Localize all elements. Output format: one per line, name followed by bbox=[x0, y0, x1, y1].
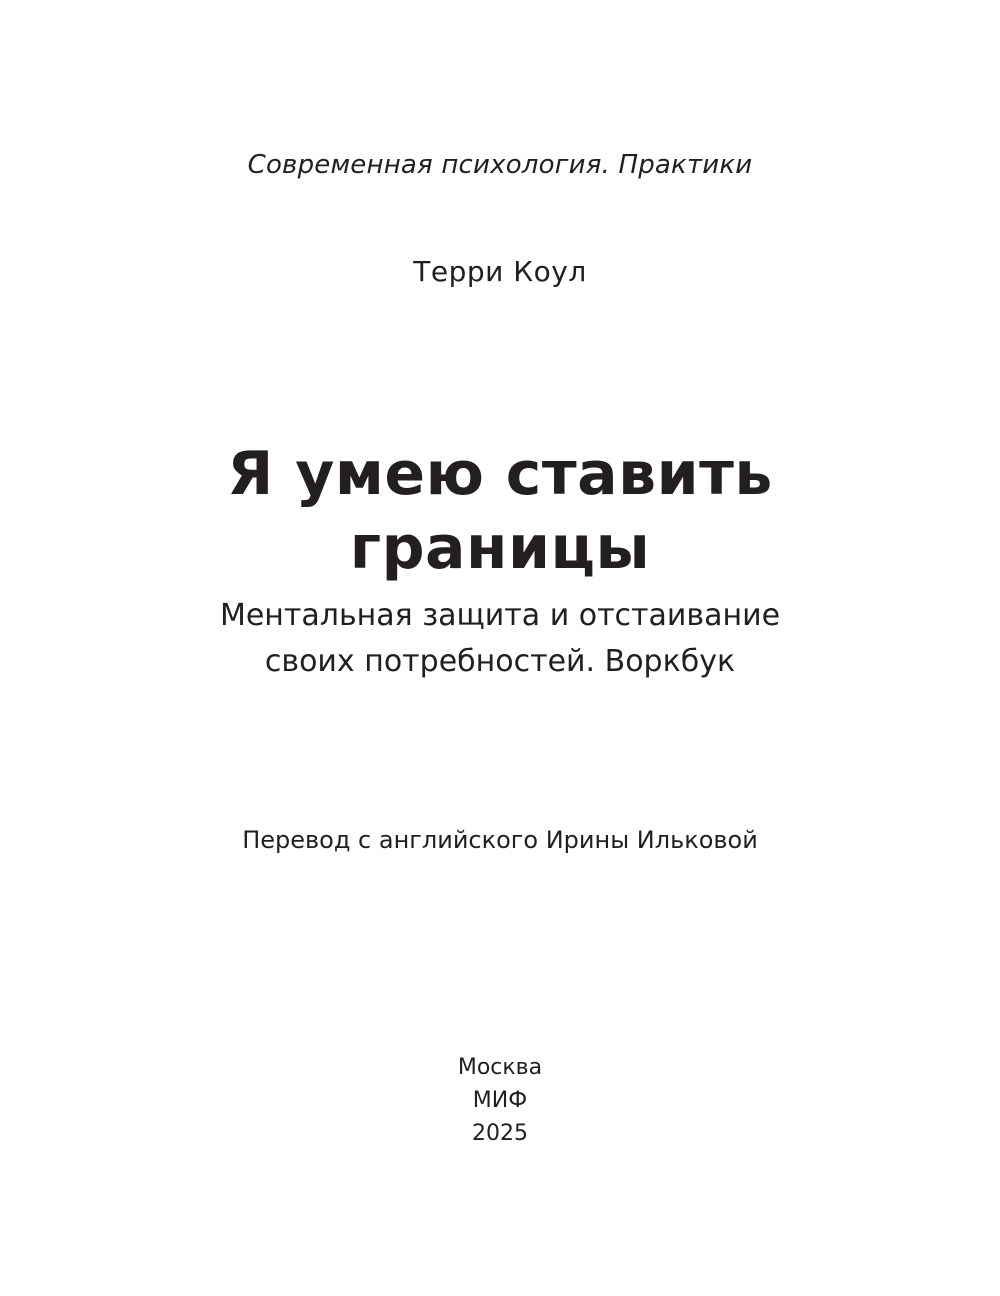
imprint-city: Москва bbox=[457, 1055, 543, 1080]
book-subtitle-line-2: своих потребностей. Воркбук bbox=[264, 644, 736, 679]
imprint-publisher: МИФ bbox=[472, 1088, 528, 1113]
imprint-year: 2025 bbox=[472, 1121, 528, 1146]
book-title-line-1: Я умею ставить bbox=[227, 439, 773, 509]
author-name: Терри Коул bbox=[413, 255, 587, 288]
translator-credit: Перевод с английского Ирины Ильковой bbox=[242, 826, 758, 854]
book-subtitle-line-1: Ментальная защита и отстаивание bbox=[219, 598, 781, 633]
series-name: Современная психология. Практики bbox=[247, 150, 753, 180]
book-title-line-2: границы bbox=[349, 513, 651, 583]
